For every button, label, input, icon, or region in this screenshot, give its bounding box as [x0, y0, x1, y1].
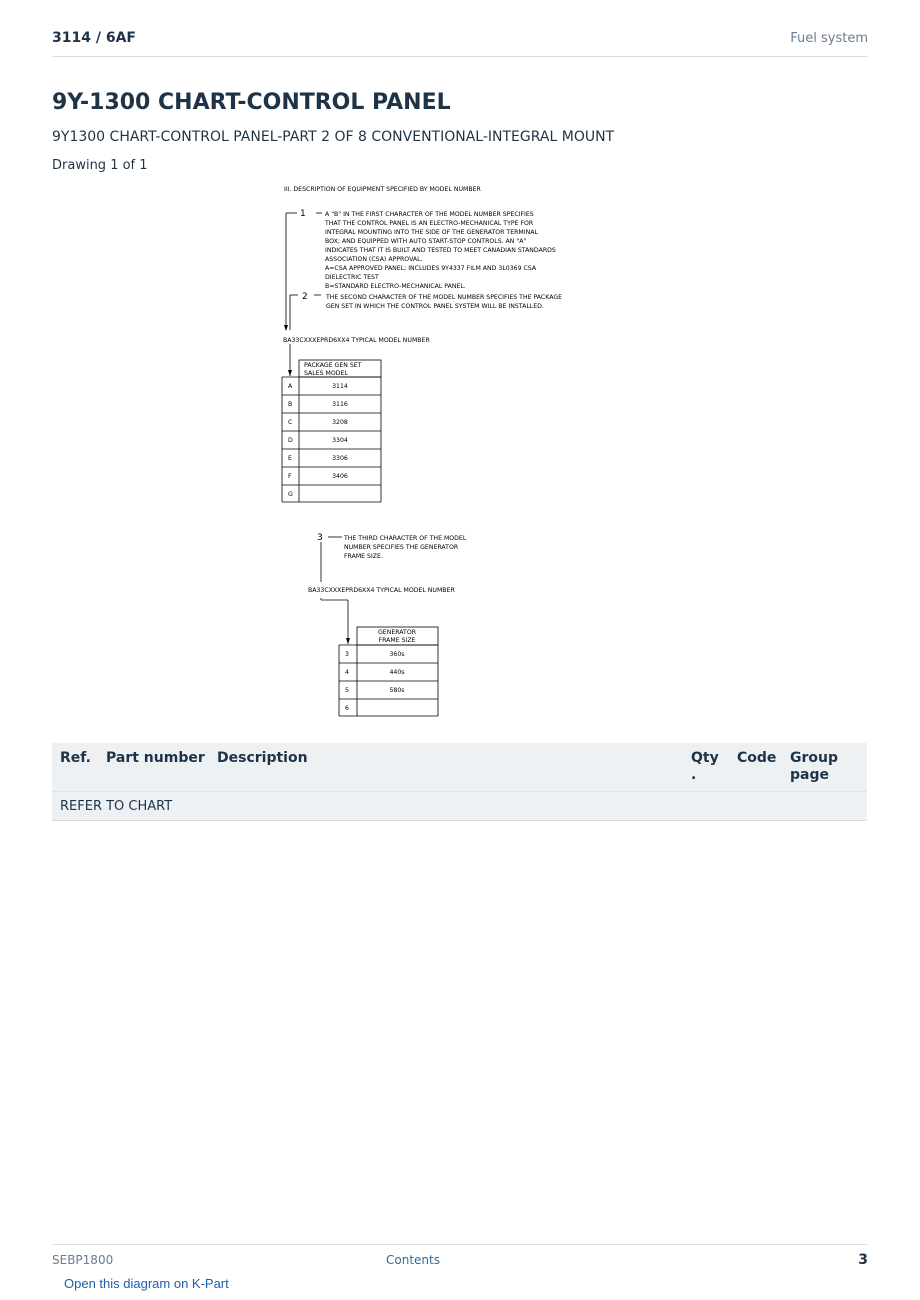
page-header — [52, 28, 868, 57]
chart-drawing — [270, 180, 650, 725]
col-description: Description — [217, 750, 308, 766]
page-footer — [52, 1244, 868, 1273]
table-value: 580s — [389, 687, 405, 694]
col-qty-dot: . — [691, 767, 697, 783]
table-row — [52, 792, 867, 821]
open-on-kpart-link[interactable]: Open this diagram on K-Part — [64, 1276, 229, 1291]
page-subtitle: 9Y1300 CHART-CONTROL PANEL-PART 2 OF 8 CONVENTIONAL-INTEGRAL MOUNT — [52, 129, 615, 145]
table-value: 3406 — [332, 473, 348, 480]
typical-model-number-2: BA33CXXXEPRD6XX4 TYPICAL MODEL NUMBER — [308, 587, 455, 594]
table-code: E — [288, 455, 292, 462]
table-header: PACKAGE GEN SET — [304, 362, 362, 369]
diagram-heading: III. DESCRIPTION OF EQUIPMENT SPECIFIED BY MODEL NUMBER — [284, 186, 481, 193]
page-title: 9Y-1300 CHART-CONTROL PANEL — [52, 90, 451, 115]
note-3-line: FRAME SIZE. — [344, 553, 383, 560]
chart-drawing-svg — [270, 180, 650, 725]
table-value: 360s — [389, 651, 405, 658]
sales-model-table-grid — [282, 360, 381, 502]
note-1-line: THAT THE CONTROL PANEL IS AN ELECTRO-MECHANICAL TYPE FOR — [325, 220, 534, 227]
parts-table-header — [52, 743, 867, 792]
table-value: 440s — [389, 669, 405, 676]
table-value: 3208 — [332, 419, 348, 426]
frame-size-table — [345, 629, 417, 712]
table-code: 6 — [345, 705, 349, 712]
table-header: FRAME SIZE — [378, 637, 416, 644]
system-label: Fuel system — [790, 31, 868, 46]
note-3 — [343, 535, 467, 560]
table-header: GENERATOR — [378, 629, 416, 636]
table-header: SALES MODEL — [304, 370, 348, 377]
page-number: 3 — [858, 1252, 868, 1268]
col-code: Code — [737, 750, 777, 766]
note-1-line: BOX; AND EQUIPPED WITH AUTO START-STOP CONTROLS. AN "A" — [325, 238, 527, 245]
table-code: F — [288, 473, 292, 480]
callout-1: 1 — [300, 209, 306, 219]
drawing-count: Drawing 1 of 1 — [52, 158, 148, 173]
col-group: Group — [790, 750, 839, 766]
table-code: 4 — [345, 669, 349, 676]
callout-3: 3 — [317, 533, 323, 543]
table-code: B — [288, 401, 293, 408]
note-3-line: NUMBER SPECIFIES THE GENERATOR — [344, 544, 459, 551]
col-group-page: page — [790, 767, 829, 783]
note-1-line: A "B" IN THE FIRST CHARACTER OF THE MODEL NUMBER SPECIFIES — [325, 211, 534, 218]
table-value: 3116 — [332, 401, 348, 408]
row-description: REFER TO CHART — [60, 799, 173, 814]
note-2-line: THE SECOND CHARACTER OF THE MODEL NUMBER SPECIFIES THE PACKAGE — [326, 294, 563, 301]
table-code: G — [288, 491, 293, 498]
note-1-line: INTEGRAL MOUNTING INTO THE SIDE OF THE GENERATOR TERMINAL — [325, 229, 538, 236]
note-1-line: ASSOCIATION (CSA) APPROVAL. — [325, 256, 423, 263]
note-2-line: GEN SET IN WHICH THE CONTROL PANEL SYSTEM WILL BE INSTALLED. — [326, 303, 544, 310]
document-id: SEBP1800 — [52, 1253, 114, 1267]
col-ref: Ref. — [60, 750, 91, 766]
note-1-line: DIELECTRIC TEST — [325, 274, 379, 281]
note-1 — [324, 211, 556, 290]
note-2 — [325, 294, 562, 310]
parts-table — [52, 743, 867, 821]
table-code: A — [288, 383, 293, 390]
table-value: 3304 — [332, 437, 348, 444]
note-1-line: INDICATES THAT IT IS BUILT AND TESTED TO MEET CANADIAN STANDARDS — [325, 247, 556, 254]
col-part-number: Part number — [106, 750, 205, 766]
table-value: 3306 — [332, 455, 348, 462]
typical-model-number-1: BA33CXXXEPRD6XX4 TYPICAL MODEL NUMBER — [283, 337, 430, 344]
table-code: 5 — [345, 687, 349, 694]
table-code: C — [288, 419, 293, 426]
col-qty: Qty — [691, 750, 719, 766]
table-value: 3114 — [332, 383, 348, 390]
contents-link[interactable]: Contents — [386, 1253, 440, 1267]
table-code: 3 — [345, 651, 349, 658]
table-code: D — [288, 437, 293, 444]
model-label: 3114 / 6AF — [52, 30, 136, 46]
note-1-line: B=STANDARD ELECTRO-MECHANICAL PANEL. — [325, 283, 466, 290]
note-1-line: A=CSA APPROVED PANEL; INCLUDES 9Y4337 FILM AND 3L0369 CSA — [325, 265, 537, 272]
note-3-line: THE THIRD CHARACTER OF THE MODEL — [344, 535, 467, 542]
callout-2: 2 — [302, 292, 308, 302]
